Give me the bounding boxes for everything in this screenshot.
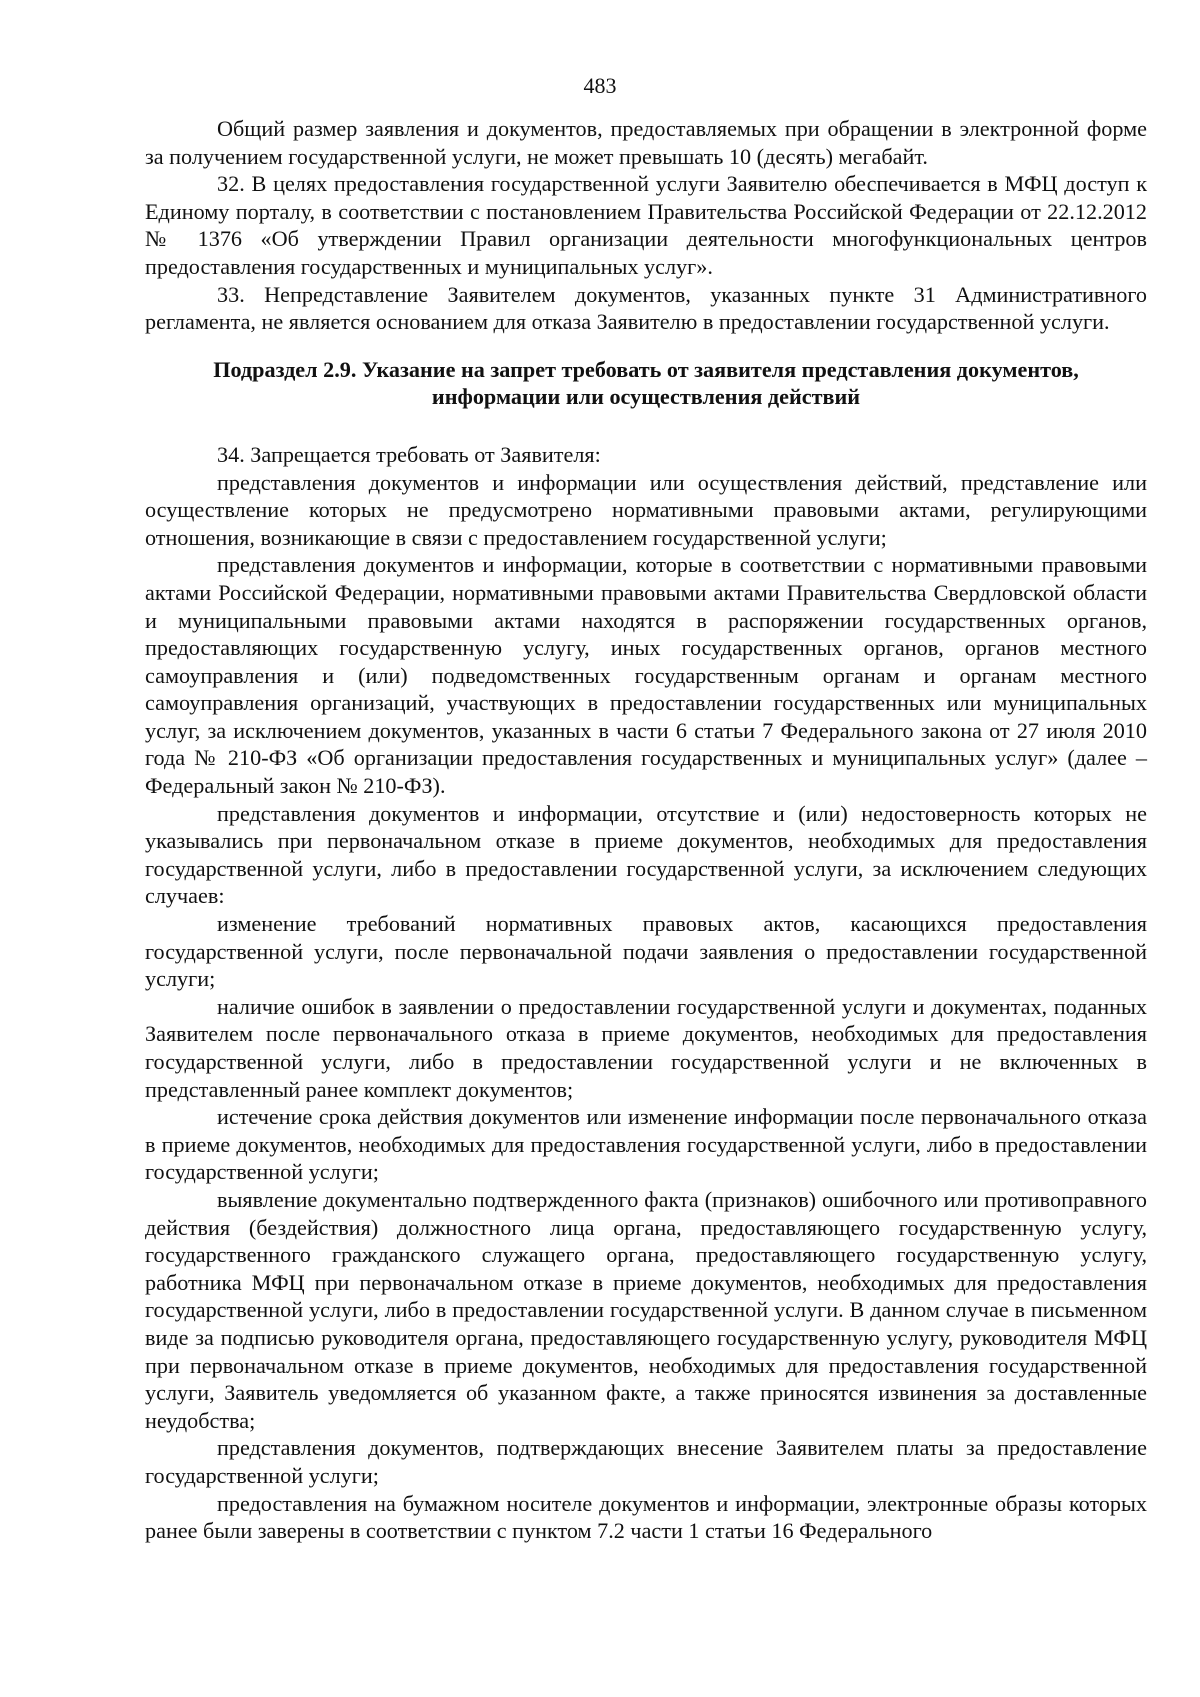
section-heading-line-2: информации или осуществления действий — [431, 384, 861, 410]
paragraph-33: 33. Непредставление Заявителем документов, указанных пункте 31 Административного регламента, не является основанием для отказа Заявителю в предоставлении государственной услуги. — [145, 281, 1147, 335]
list-item-paper-documents: предоставления на бумажном носителе документов и информации, электронные образы которых ранее были заверены в соответствии с пунктом 7.2 части 1 статьи 16 Федерального — [145, 1490, 1147, 1544]
document-body — [145, 115, 1147, 1545]
list-item-missing-documents: представления документов и информации, отсутствие и (или) недостоверность которых не указывались при первоначальном отказе в приеме документов, необходимых для предоставления государственной услуги, либо в предоставлении государственной услуги, за исключением следующих случаев: — [145, 800, 1147, 909]
section-heading-line-1: Подраздел 2.9. Указание на запрет требовать от заявителя представления документов, — [213, 356, 1079, 382]
page-number: 483 — [583, 73, 617, 98]
case-documents-expiry: истечение срока действия документов или изменение информации после первоначального отказа в приеме документов, необходимых для предоставления государственной услуги, либо в предоставлении государственной услуги; — [145, 1104, 1147, 1185]
paragraph-size-limit: Общий размер заявления и документов, предоставляемых при обращении в электронной форме за получением государственной услуги, не может превышать 10 (десять) мегабайт. — [145, 116, 1147, 169]
list-item-actions: представления документов и информации или осуществления действий, представление или осуществление которых не предусмотрено нормативными правовыми актами, регулирующими отношения, возникающие в связи с предоставлением государственной услуги; — [145, 469, 1147, 550]
list-item-payment-documents: представления документов, подтверждающих внесение Заявителем платы за предоставление государственной услуги; — [145, 1435, 1147, 1488]
case-requirements-change: изменение требований нормативных правовых актов, касающихся предоставления государственной услуги, после первоначальной подачи заявления о предоставлении государственной услуги; — [145, 911, 1147, 992]
case-errors-in-application: наличие ошибок в заявлении о предоставлении государственной услуги и документах, поданных Заявителем после первоначального отказа в приеме документов, необходимых для предоставления государственной услуги, либо в предоставлении государственной услуги и не включенных в представленный ранее комплект документов; — [145, 993, 1147, 1102]
list-item-documents-in-possession: представления документов и информации, которые в соответствии с нормативными правовыми актами Российской Федерации, нормативными правовыми актами Правительства Свердловской области и муниципальными правовыми актами находятся в распоряжении государственных органов, предоставляющих государственную услугу, иных государственных органов, органов местного самоуправления и (или) подведомственных государственным органам и органам местного самоуправления организаций, участвующих в предоставлении государственных или муниципальных услуг, за исключением документов, указанных в части 6 статьи 7 Федерального закона от 27 июля 2010 года № 210-ФЗ «Об организации предоставления государственных и муниципальных услуг» (далее – Федеральный закон № 210-ФЗ). — [145, 552, 1147, 799]
case-erroneous-action: выявление документально подтвержденного факта (признаков) ошибочного или противоправного действия (бездействия) должностного лица органа, предоставляющего государственную услугу, государственного гражданского служащего органа, предоставляющего государственную услугу, работника МФЦ при первоначальном отказе в приеме документов, необходимых для предоставления государственной услуги, либо в предоставлении государственной услуги. В данном случае в письменном виде за подписью руководителя органа, предоставляющего государственную услугу, руководителя МФЦ при первоначальном отказе в приеме документов, необходимых для предоставления государственной услуги, Заявитель уведомляется об указанном факте, а также приносятся извинения за доставленные неудобства; — [145, 1186, 1147, 1433]
paragraph-32: 32. В целях предоставления государственной услуги Заявителю обеспечивается в МФЦ доступ к Единому порталу, в соответствии с постановлением Правительства Российской Федерации от 22.12.2012 № 1376 «Об утверждении Правил организации деятельности многофункциональных центров предоставления государственных и муниципальных услуг». — [145, 171, 1147, 279]
section-heading — [145, 356, 1147, 411]
paragraph-34: 34. Запрещается требовать от Заявителя: — [217, 441, 601, 467]
